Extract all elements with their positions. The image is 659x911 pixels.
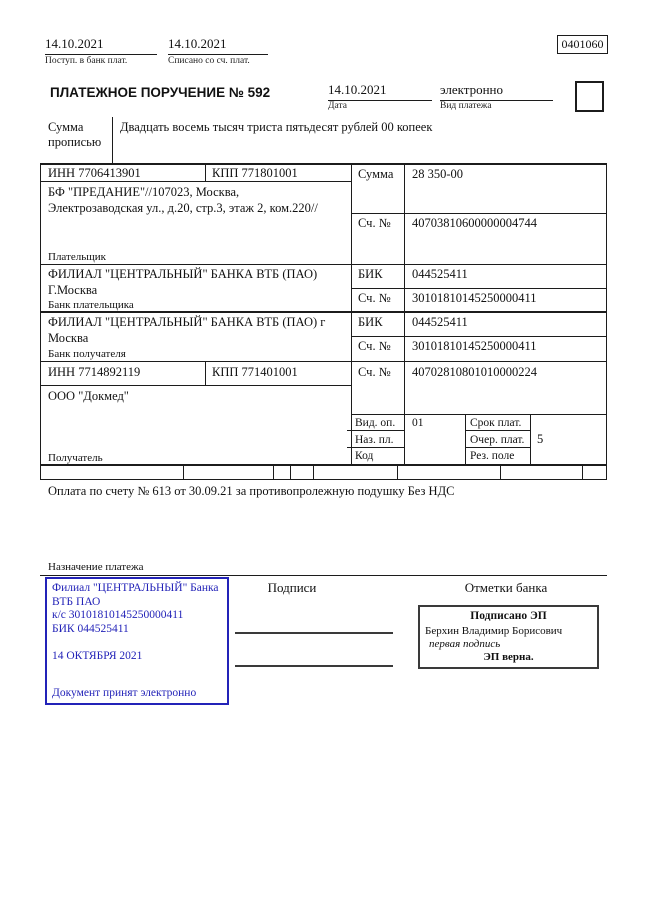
- op-kind-label: Вид. оп.: [355, 417, 396, 429]
- esign-signer: Берхин Владимир Борисович: [425, 625, 563, 637]
- table-border: [465, 414, 466, 465]
- payment-kind: электронно: [440, 82, 504, 97]
- table-border: [351, 288, 607, 289]
- table-border: [205, 361, 206, 386]
- reserve-label: Рез. поле: [470, 450, 515, 462]
- table-border: [40, 163, 607, 165]
- sum-label: Сумма: [358, 167, 394, 181]
- payer-bank-bik: 044525411: [412, 267, 468, 281]
- table-border: [40, 385, 351, 386]
- table-border: [205, 163, 206, 182]
- payer-bank-bik-label: БИК: [358, 267, 383, 281]
- payer-inn: ИНН 7706413901: [48, 166, 141, 180]
- table-border: [290, 464, 291, 480]
- debited-date-label: Списано со сч. плат.: [168, 56, 250, 66]
- table-border: [351, 213, 607, 214]
- payer-account: 40703810600000004744: [412, 216, 537, 230]
- table-border: [273, 464, 274, 480]
- payment-purpose-text: Оплата по счету № 613 от 30.09.21 за противопролежную подушку Без НДС: [48, 484, 455, 498]
- payment-kind-label: Вид платежа: [440, 101, 492, 111]
- form-code-box: 0401060: [557, 35, 608, 54]
- esign-stamp: [418, 605, 599, 669]
- priority-value: 5: [537, 432, 544, 446]
- payer-bank-account-label: Сч. №: [358, 291, 391, 305]
- amount-words-value: Двадцать восемь тысяч триста пятьдесят рублей 00 копеек: [120, 120, 433, 134]
- payer-bank-section-label: Банк плательщика: [48, 299, 134, 311]
- pay-term-label: Срок плат.: [470, 417, 522, 429]
- payment-kind-field: [440, 82, 553, 101]
- table-border: [40, 181, 351, 182]
- payee-section-label: Получатель: [48, 452, 103, 464]
- sum-value: 28 350-00: [412, 167, 464, 181]
- bank-stamp-date: 14 ОКТЯБРЯ 2021: [52, 650, 143, 662]
- table-border: [465, 430, 531, 431]
- bank-stamp-note: Документ принят электронно: [52, 686, 197, 699]
- table-border: [183, 464, 184, 480]
- payee-inn: ИНН 7714892119: [48, 365, 141, 379]
- section-divider: [40, 575, 607, 576]
- table-border: [40, 361, 607, 362]
- debited-date-field: [168, 36, 268, 55]
- payer-kpp: КПП 771801001: [212, 166, 298, 180]
- table-border: [40, 163, 41, 480]
- payee-bank-bik-label: БИК: [358, 315, 383, 329]
- bank-stamp-bik: БИК 044525411: [52, 622, 129, 635]
- payee-bank-name: ФИЛИАЛ "ЦЕНТРАЛЬНЫЙ" БАНКА ВТБ (ПАО) г Москва: [48, 315, 326, 345]
- divider: [112, 117, 113, 163]
- bank-stamp: [45, 577, 229, 705]
- received-date: 14.10.2021: [45, 36, 104, 51]
- payee-account: 40702810801010000224: [412, 365, 537, 379]
- payer-account-label: Сч. №: [358, 216, 391, 230]
- table-border: [397, 464, 398, 480]
- payer-bank-name: ФИЛИАЛ "ЦЕНТРАЛЬНЫЙ" БАНКА ВТБ (ПАО) Г.Москва: [48, 267, 318, 297]
- doc-date-label: Дата: [328, 101, 347, 111]
- table-border: [404, 163, 405, 465]
- esign-signature-kind: первая подпись: [429, 638, 501, 650]
- payee-bank-account-label: Сч. №: [358, 339, 391, 353]
- received-date-label: Поступ. в банк плат.: [45, 56, 128, 66]
- bank-stamp-name: Филиал "ЦЕНТРАЛЬНЫЙ" Банка ВТБ ПАО: [52, 582, 219, 608]
- amount-words-label: Сумма прописью: [48, 120, 102, 149]
- spacer: [52, 636, 222, 650]
- signature-line-1: [235, 632, 393, 634]
- payee-name: ООО "Докмед": [48, 389, 129, 403]
- table-border: [347, 447, 404, 448]
- table-border: [40, 464, 607, 466]
- debited-date: 14.10.2021: [168, 36, 227, 51]
- payee-bank-bik: 044525411: [412, 315, 468, 329]
- table-border: [465, 447, 531, 448]
- payee-account-label: Сч. №: [358, 365, 391, 379]
- payer-name: БФ "ПРЕДАНИЕ"//107023, Москва, Электрозаводская ул., д.20, стр.3, этаж 2, ком.220//: [48, 185, 318, 215]
- status-checkbox: [575, 81, 604, 112]
- table-border: [582, 464, 583, 480]
- table-border: [40, 264, 607, 265]
- table-border: [313, 464, 314, 480]
- table-border: [351, 163, 352, 465]
- bank-marks-header: Отметки банка: [464, 580, 548, 595]
- table-border: [351, 414, 607, 415]
- payer-section-label: Плательщик: [48, 251, 106, 263]
- table-border: [500, 464, 501, 480]
- op-kind-value: 01: [412, 417, 424, 429]
- document-title: ПЛАТЕЖНОЕ ПОРУЧЕНИЕ № 592: [50, 85, 271, 100]
- esign-status: ЭП верна.: [483, 651, 534, 663]
- doc-date: 14.10.2021: [328, 82, 387, 97]
- payee-bank-account: 30101810145250000411: [412, 339, 537, 353]
- signatures-header: Подписи: [267, 580, 317, 595]
- payee-kpp: КПП 771401001: [212, 365, 298, 379]
- table-border: [530, 414, 531, 465]
- priority-label: Очер. плат.: [470, 434, 525, 446]
- table-border: [351, 336, 607, 337]
- payment-purpose-label: Назначение платежа: [48, 561, 144, 573]
- doc-date-field: [328, 82, 432, 101]
- esign-title: Подписано ЭП: [470, 610, 547, 622]
- pay-purpose-label: Наз. пл.: [355, 434, 394, 446]
- received-date-field: [45, 36, 157, 55]
- table-border: [606, 163, 607, 480]
- table-border: [347, 430, 404, 431]
- payee-bank-section-label: Банк получателя: [48, 348, 126, 360]
- payer-bank-account: 30101810145250000411: [412, 291, 537, 305]
- bank-stamp-corr-account: к/с 30101810145250000411: [52, 609, 184, 621]
- table-border: [40, 479, 607, 480]
- signature-line-2: [235, 665, 393, 667]
- code-label: Код: [355, 450, 374, 462]
